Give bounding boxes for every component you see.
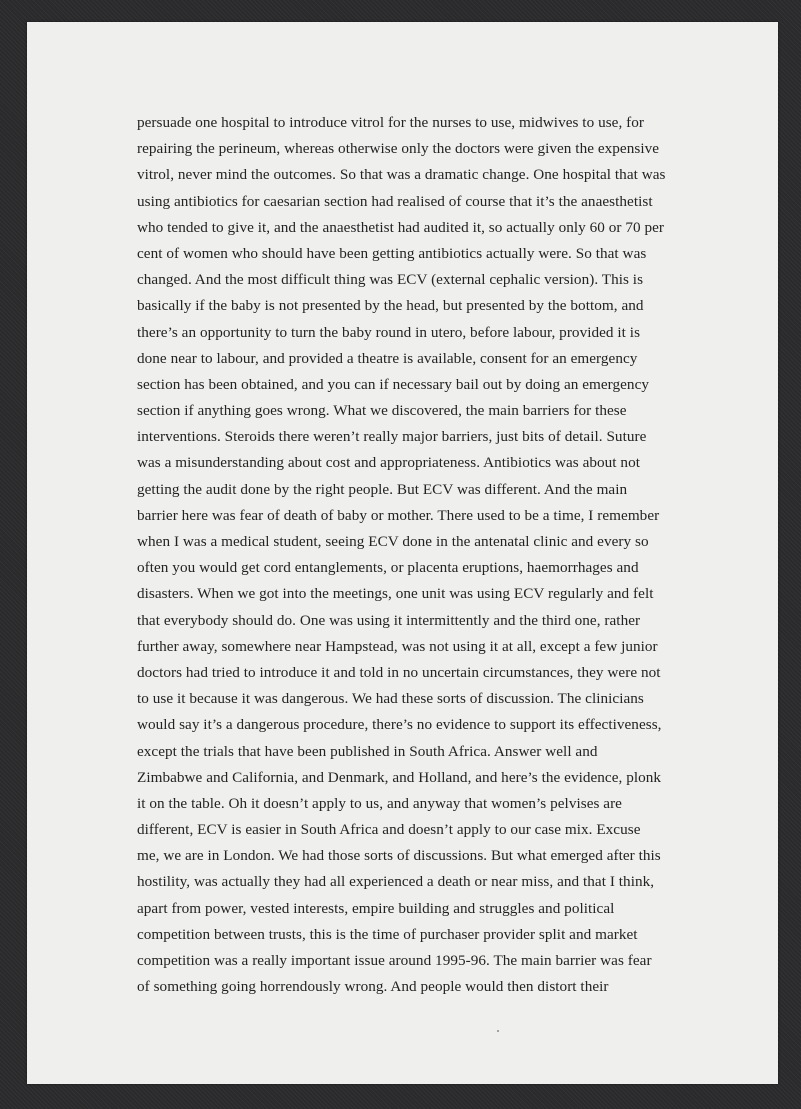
text-line: doctors had tried to introduce it and told in no uncertain circumstances, they were not xyxy=(137,663,661,681)
text-line: disasters. When we got into the meetings, one unit was using ECV regularly and felt xyxy=(137,585,654,603)
text-line: different, ECV is easier in South Africa and doesn’t apply to our case mix. Excuse xyxy=(137,821,641,839)
text-line: basically if the baby is not presented by the head, but presented by the bottom, and xyxy=(137,297,644,315)
text-line: vitrol, never mind the outcomes. So that was a dramatic change. One hospital that was xyxy=(137,166,666,184)
text-line: was a misunderstanding about cost and appropriateness. Antibiotics was about not xyxy=(137,454,640,472)
text-line: often you would get cord entanglements, or placenta eruptions, haemorrhages and xyxy=(137,559,639,577)
text-line: hostility, was actually they had all experienced a death or near miss, and that I think, xyxy=(137,873,655,891)
text-line: repairing the perineum, whereas otherwise only the doctors were given the expensive xyxy=(137,140,660,158)
text-line: there’s an opportunity to turn the baby round in utero, before labour, provided it is xyxy=(137,323,641,341)
text-line: section if anything goes wrong. What we discovered, the main barriers for these xyxy=(137,402,627,420)
text-line: that everybody should do. One was using it intermittently and the third one, rather xyxy=(137,611,641,629)
text-line: cent of women who should have been getting antibiotics actually were. So that was xyxy=(137,244,647,262)
text-line: apart from power, vested interests, empire building and struggles and political xyxy=(137,899,615,917)
text-line: competition was a really important issue around 1995-96. The main barrier was fear xyxy=(137,952,652,969)
text-line: interventions. Steroids there weren’t really major barriers, just bits of detail. Suture xyxy=(137,428,647,446)
text-line: further away, somewhere near Hampstead, was not using it at all, except a few junior xyxy=(137,637,658,655)
text-line: done near to labour, and provided a theatre is available, consent for an emergency xyxy=(137,349,638,367)
text-line: who tended to give it, and the anaesthetist had audited it, so actually only 60 or 70 per xyxy=(137,218,665,236)
text-line: to use it because it was dangerous. We had these sorts of discussion. The clinicians xyxy=(137,690,644,708)
text-line: when I was a medical student, seeing ECV done in the antenatal clinic and every so xyxy=(137,533,649,550)
text-line: barrier here was fear of death of baby or mother. There used to be a time, I remember xyxy=(137,506,660,524)
text-line: section has been obtained, and you can if necessary bail out by doing an emergency xyxy=(137,375,650,393)
text-line: of something going horrendously wrong. And people would then distort their xyxy=(137,978,609,996)
text-line: would say it’s a dangerous procedure, there’s no evidence to support its effectiveness, xyxy=(137,716,662,734)
paper-speck xyxy=(497,1030,499,1032)
document-page xyxy=(27,22,778,1084)
text-line: competition between trusts, this is the time of purchaser provider split and market xyxy=(137,925,638,943)
text-line: using antibiotics for caesarian section had realised of course that it’s the anaesthetist xyxy=(137,192,653,210)
text-line: changed. And the most difficult thing was ECV (external cephalic version). This is xyxy=(137,271,644,289)
text-line: me, we are in London. We had those sorts of discussions. But what emerged after this xyxy=(137,847,661,865)
text-line: Zimbabwe and California, and Denmark, and Holland, and here’s the evidence, plonk xyxy=(137,768,662,786)
text-line: except the trials that have been published in South Africa. Answer well and xyxy=(137,742,598,760)
body-text xyxy=(137,110,697,1000)
text-line: it on the table. Oh it doesn’t apply to us, and anyway that women’s pelvises are xyxy=(137,794,622,812)
text-line: persuade one hospital to introduce vitrol for the nurses to use, midwives to use, for xyxy=(137,114,645,131)
text-line: getting the audit done by the right people. But ECV was different. And the main xyxy=(137,480,628,498)
